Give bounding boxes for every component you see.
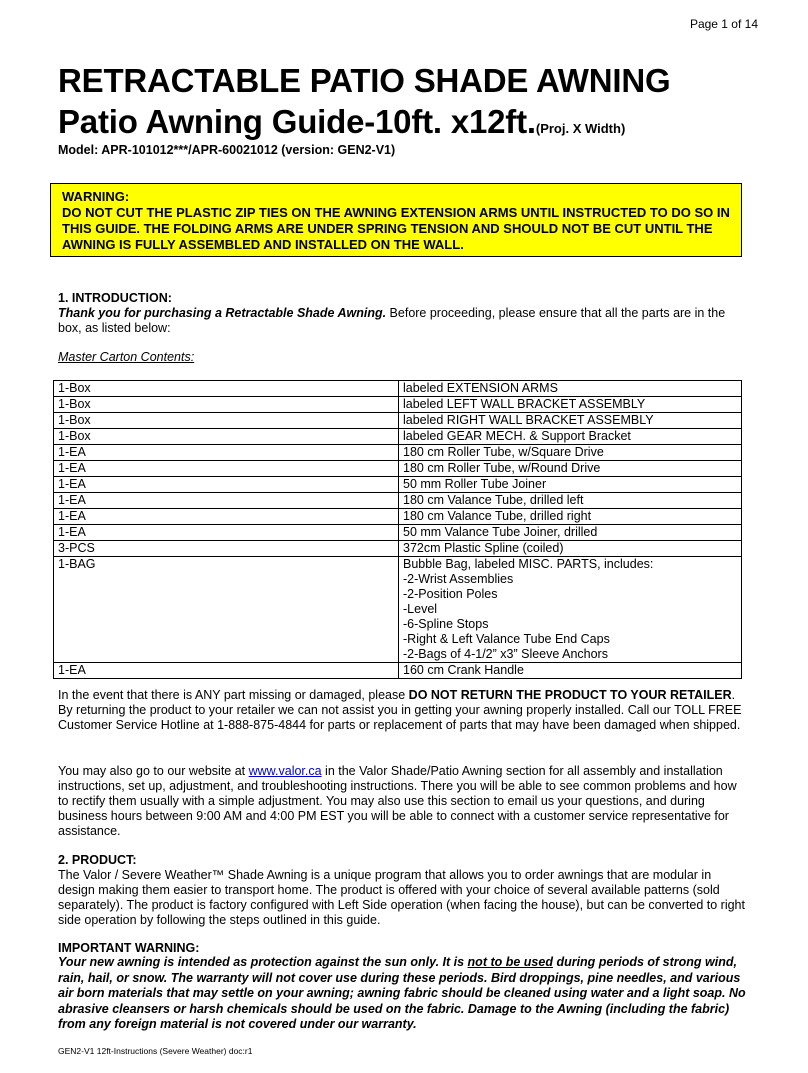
website-pre: You may also go to our website at (58, 764, 249, 778)
parts-table (53, 380, 742, 679)
misc-line: -2-Wrist Assemblies (403, 572, 514, 586)
warning-box (50, 183, 742, 257)
table-row (54, 413, 742, 429)
table-row (54, 663, 742, 679)
qty-cell: 1-BAG (54, 557, 399, 663)
qty-cell: 1-Box (54, 413, 399, 429)
desc-cell: 180 cm Valance Tube, drilled left (399, 493, 742, 509)
introduction-rest: Before proceeding, please ensure that all the parts are in the box, as listed below: (58, 306, 726, 335)
important-underlined: not to be used (467, 955, 553, 969)
missing-pre: In the event that there is ANY part missing or damaged, please (58, 688, 409, 702)
qty-cell: 3-PCS (54, 541, 399, 557)
qty-cell: 1-EA (54, 663, 399, 679)
misc-line: -6-Spline Stops (403, 617, 489, 631)
table-row (54, 525, 742, 541)
qty-cell: 1-EA (54, 525, 399, 541)
desc-cell: 50 mm Valance Tube Joiner, drilled (399, 525, 742, 541)
missing-post: . By returning the product to your retailer we can not assist you in getting your awning properly installed. Call our TOLL FREE Customer Service Hotline at 1-888-875-4844 for parts or replacement of parts that may have been damaged when shipped. (58, 688, 742, 732)
product-section (58, 853, 748, 928)
qty-cell: 1-EA (54, 493, 399, 509)
important-post: during periods of strong wind, rain, hail, or snow. The warranty will not cover use during these periods. Bird droppings, pine needles, and various air born materials that may settle on your awning; awning fabric should be cleaned using water and a light soap. No abrasive cleansers or harsh chemicals should be used on the fabric. Damage to the Awning (including the fabric) from any foreign material is not covered under our warranty. (58, 955, 746, 1031)
missing-parts-paragraph (58, 688, 748, 733)
carton-label: Master Carton Contents: (58, 350, 195, 364)
subtitle-main: Patio Awning Guide-10ft. x12ft. (58, 103, 536, 140)
desc-cell: labeled GEAR MECH. & Support Bracket (399, 429, 742, 445)
subtitle-dimension-note: (Proj. X Width) (535, 121, 626, 136)
misc-line: -2-Position Poles (403, 587, 498, 601)
table-row (54, 461, 742, 477)
page-number: Page 1 of 14 (689, 17, 758, 31)
website-paragraph (58, 764, 748, 839)
introduction-lead: Thank you for purchasing a Retractable Shade Awning. (58, 306, 387, 320)
introduction-section (58, 291, 748, 336)
table-row (54, 477, 742, 493)
product-text: The Valor / Severe Weather™ Shade Awning is a unique program that allows you to order awnings that are modular in design making them easier to transport home. The product is offered with your choice of several available patterns (sold separately). The product is factory configured with Left Side operation (when facing the house), but can be converted to right side operation by following the steps outlined in this guide. (58, 868, 745, 927)
qty-cell: 1-EA (54, 477, 399, 493)
desc-cell: 180 cm Roller Tube, w/Square Drive (399, 445, 742, 461)
table-row (54, 509, 742, 525)
desc-cell (399, 557, 742, 663)
introduction-heading: 1. INTRODUCTION: (58, 291, 172, 305)
table-row (54, 397, 742, 413)
misc-line: -Level (403, 602, 438, 616)
desc-cell: labeled RIGHT WALL BRACKET ASSEMBLY (399, 413, 742, 429)
desc-cell: labeled EXTENSION ARMS (399, 381, 742, 397)
misc-line: -2-Bags of 4-1/2” x3” Sleeve Anchors (403, 647, 608, 661)
misc-line: -Right & Left Valance Tube End Caps (403, 632, 610, 646)
document-subtitle (58, 103, 625, 141)
qty-cell: 1-Box (54, 397, 399, 413)
website-post: in the Valor Shade/Patio Awning section for all assembly and installation instructions, set up, adjustment, and troubleshooting instructions. There you will be able to see common problems and how to rectify them usually with a simple adjustment. You may also use this section to email us your questions, and during business hours between 9:00 AM and 4:00 PM EST you will be able to connect with a customer service representative for assistance. (58, 764, 737, 838)
website-link[interactable]: www.valor.ca (248, 764, 322, 778)
desc-cell: 160 cm Crank Handle (399, 663, 742, 679)
table-row (54, 493, 742, 509)
misc-line: Bubble Bag, labeled MISC. PARTS, includes: (403, 557, 654, 571)
qty-cell: 1-Box (54, 429, 399, 445)
missing-bold: DO NOT RETURN THE PRODUCT TO YOUR RETAILER (408, 688, 732, 702)
important-warning-heading: IMPORTANT WARNING: (58, 941, 200, 955)
important-pre: Your new awning is intended as protection against the sun only. It is (58, 955, 468, 969)
qty-cell: 1-Box (54, 381, 399, 397)
product-heading: 2. PRODUCT: (58, 853, 137, 867)
table-row (54, 541, 742, 557)
table-row (54, 445, 742, 461)
footer-doc-id: GEN2-V1 12ft-Instructions (Severe Weather) doc:r1 (58, 1046, 253, 1056)
table-row (54, 429, 742, 445)
desc-cell: 180 cm Roller Tube, w/Round Drive (399, 461, 742, 477)
model-number: Model: APR-101012***/APR-60021012 (version: GEN2-V1) (58, 143, 396, 157)
qty-cell: 1-EA (54, 509, 399, 525)
desc-cell: 372cm Plastic Spline (coiled) (399, 541, 742, 557)
table-row (54, 557, 742, 663)
desc-cell: 180 cm Valance Tube, drilled right (399, 509, 742, 525)
document-title: RETRACTABLE PATIO SHADE AWNING (58, 62, 671, 99)
warning-text: DO NOT CUT THE PLASTIC ZIP TIES ON THE AWNING EXTENSION ARMS UNTIL INSTRUCTED TO DO SO IN THIS GUIDE. THE FOLDING ARMS ARE UNDER SPRING TENSION AND SHOULD NOT BE CUT UNTIL THE AWNING IS FULLY ASSEMBLED AND INSTALLED ON THE WALL. (62, 205, 730, 252)
desc-cell: 50 mm Roller Tube Joiner (399, 477, 742, 493)
introduction-text (58, 306, 748, 336)
carton-contents-label (58, 350, 748, 365)
warning-heading: WARNING: (62, 189, 130, 204)
qty-cell: 1-EA (54, 461, 399, 477)
table-row (54, 381, 742, 397)
desc-cell: labeled LEFT WALL BRACKET ASSEMBLY (399, 397, 742, 413)
important-warning-text (58, 955, 748, 1033)
qty-cell: 1-EA (54, 445, 399, 461)
